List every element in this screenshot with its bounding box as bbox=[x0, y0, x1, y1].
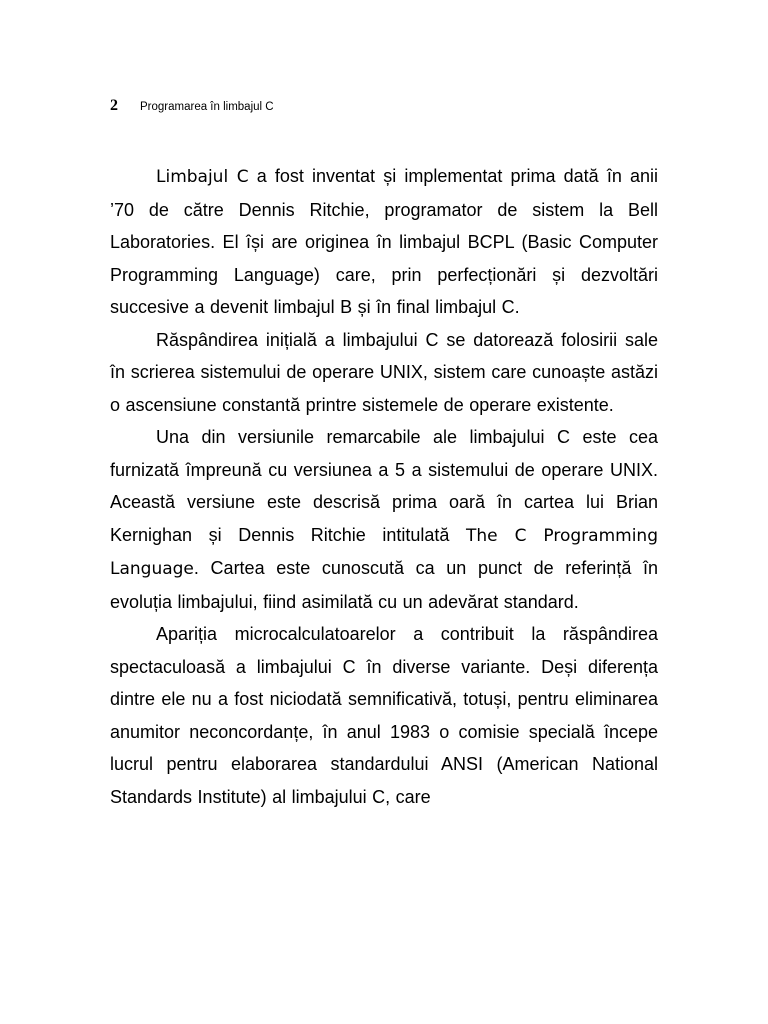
term-limbajul-c: Limbajul C bbox=[156, 167, 249, 187]
paragraph-2-text: Răspândirea inițială a limbajului C se datorează folosirii sale în scrierea sistemului de operare UNIX, sistem care cunoaște astăzi o ascensiune constantă printre sistemele de operare existente. bbox=[110, 329, 658, 415]
paragraph-3-text-after: . Cartea este cunoscută ca un punct de referință în evoluția limbajului, fiind asimilată cu un adevărat standard. bbox=[110, 558, 658, 612]
paragraph-3 bbox=[110, 421, 658, 618]
header-title: Programarea în limbajul C bbox=[140, 101, 274, 113]
running-header bbox=[110, 97, 274, 117]
paragraph-1-text: a fost inventat și implementat prima dată în anii ’70 de către Dennis Ritchie, programator de sistem la Bell Laboratories. El își are originea în limbajul BCPL (Basic Computer Programming Language) care, prin perfecționări și dezvoltări succesive a devenit limbajul B și în final limbajul C. bbox=[110, 166, 658, 317]
page-number: 2 bbox=[110, 97, 118, 114]
paragraph-4 bbox=[110, 618, 658, 813]
body-text bbox=[110, 160, 658, 813]
paragraph-2 bbox=[110, 324, 658, 422]
book-title: The C Programming Language bbox=[110, 525, 658, 579]
paragraph-4-text: Apariția microcalculatoarelor a contribuit la răspândirea spectaculoasă a limbajului C în diverse variante. Deși diferența dintre ele nu a fost niciodată semnificativă, totuși, pentru eliminarea anumitor neconcordanțe, în anul 1983 o comisie specială începe lucrul pentru elaborarea standardului ANSI (American National Standards Institute) al limbajului C, care bbox=[110, 624, 658, 807]
paragraph-1 bbox=[110, 160, 658, 324]
paragraph-3-text-before: Una din versiunile remarcabile ale limbajului C este cea furnizată împreună cu versiunea a 5 a sistemului de operare UNIX. Această versiune este descrisă prima oară în cartea lui Brian Kernighan și Dennis Ritchie intitulată bbox=[110, 427, 658, 545]
